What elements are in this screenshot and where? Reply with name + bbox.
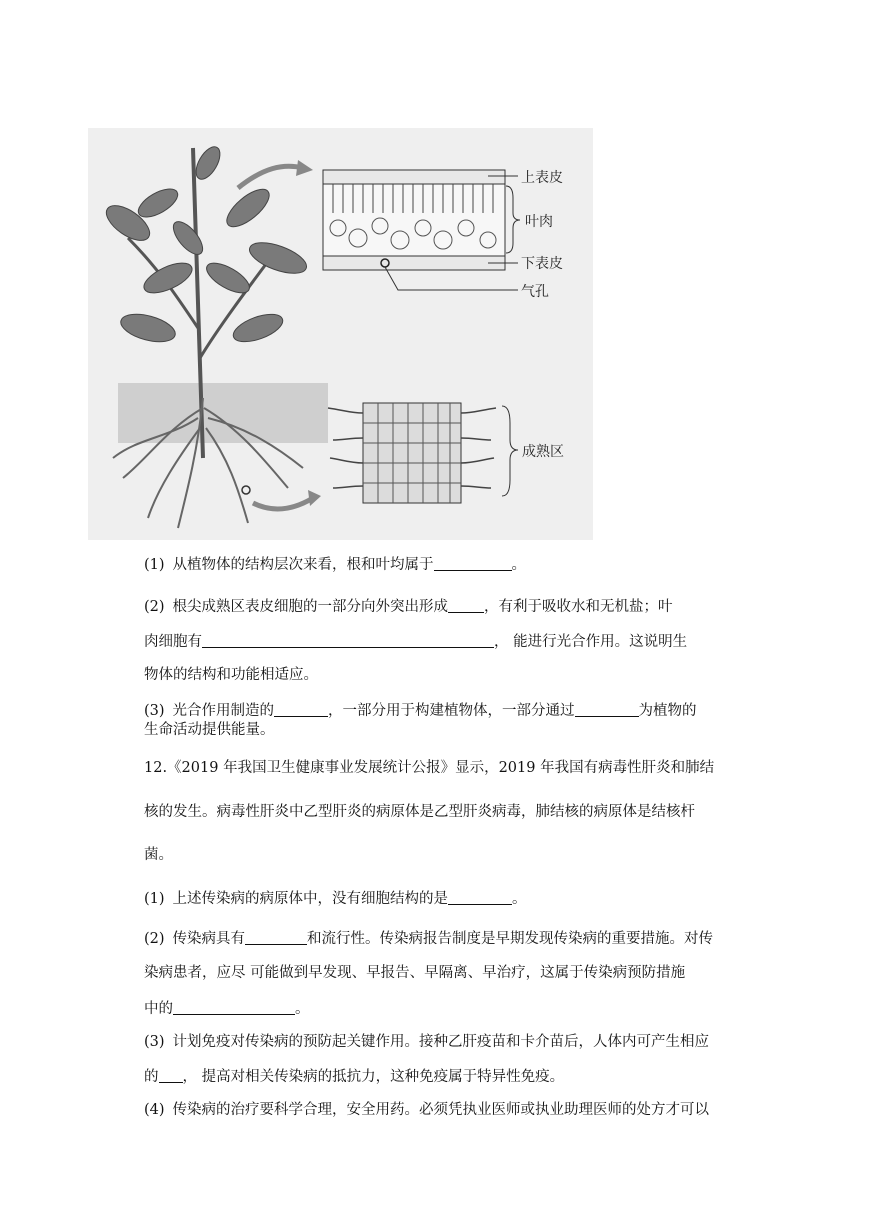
- q12-intro-line1: 12.《2019 年我国卫生健康事业发展统计公报》显示，2019 年我国有病毒性肝炎和肺结: [144, 760, 715, 776]
- q11-part3-line1: (3) 光合作用制造的 ，一部分用于构建植物体，一部分通过 为植物的: [144, 700, 697, 721]
- q11-part2-line1: (2) 根尖成熟区表皮细胞的一部分向外突出形成 ，有利于吸收水和无机盐；叶: [144, 596, 673, 617]
- q12-part4-line1: (4) 传染病的治疗要科学合理，安全用药。必须凭执业医师或执业助理医师的处方才可以: [144, 1102, 710, 1118]
- q12-part2-line3: 中的 。: [144, 998, 310, 1019]
- answer-blank[interactable]: [575, 700, 639, 717]
- answer-blank[interactable]: [173, 998, 295, 1015]
- answer-blank[interactable]: [202, 631, 494, 648]
- leaf-cross-section: [323, 170, 505, 270]
- q11-part3-line2: 生命活动提供能量。: [144, 722, 275, 738]
- root-maturation-zone: [328, 403, 518, 503]
- q11-part2-line3: 物体的结构和功能相适应。: [144, 667, 318, 683]
- q12-part3-line1: (3) 计划免疫对传染病的预防起关键作用。接种乙肝疫苗和卡介苗后，人体内可产生相应: [144, 1034, 710, 1050]
- plant-diagram: [88, 128, 593, 540]
- q12-intro-line2: 核的发生。病毒性肝炎中乙型肝炎的病原体是乙型肝炎病毒，肺结核的病原体是结核杆: [144, 804, 695, 820]
- q12-part1: (1) 上述传染病的病原体中，没有细胞结构的是 。: [144, 888, 527, 909]
- label-stoma: 气孔: [521, 284, 549, 300]
- q12-part2-line2: 染病患者，应尽 可能做到早发现、早报告、早隔离、早治疗，这属于传染病预防措施: [144, 965, 686, 981]
- q11-part1: (1) 从植物体的结构层次来看，根和叶均属于 。: [144, 554, 526, 575]
- soil: [118, 383, 328, 443]
- answer-blank[interactable]: [434, 554, 512, 571]
- q12-part3-line2: 的 ， 提高对相关传染病的抵抗力，这种免疫属于特异性免疫。: [144, 1066, 564, 1087]
- label-upper-epidermis: 上表皮: [521, 170, 563, 186]
- label-maturation-zone: 成熟区: [522, 444, 564, 460]
- answer-blank[interactable]: [448, 596, 484, 613]
- arrow-to-root: [253, 498, 313, 509]
- answer-blank[interactable]: [159, 1066, 183, 1083]
- label-lower-epidermis: 下表皮: [521, 256, 563, 272]
- q12-part2-line1: (2) 传染病具有 和流行性。传染病报告制度是早期发现传染病的重要措施。对传: [144, 928, 713, 949]
- arrow-to-leaf: [238, 166, 303, 188]
- plant-structure-figure: [88, 128, 593, 540]
- q11-part2-line2: 肉细胞有 ， 能进行光合作用。这说明生: [144, 631, 687, 652]
- answer-blank[interactable]: [274, 700, 328, 717]
- leaves: [101, 143, 311, 347]
- label-mesophyll: 叶肉: [525, 214, 553, 230]
- answer-blank[interactable]: [245, 928, 307, 945]
- answer-blank[interactable]: [448, 888, 512, 905]
- q12-intro-line3: 菌。: [144, 847, 173, 863]
